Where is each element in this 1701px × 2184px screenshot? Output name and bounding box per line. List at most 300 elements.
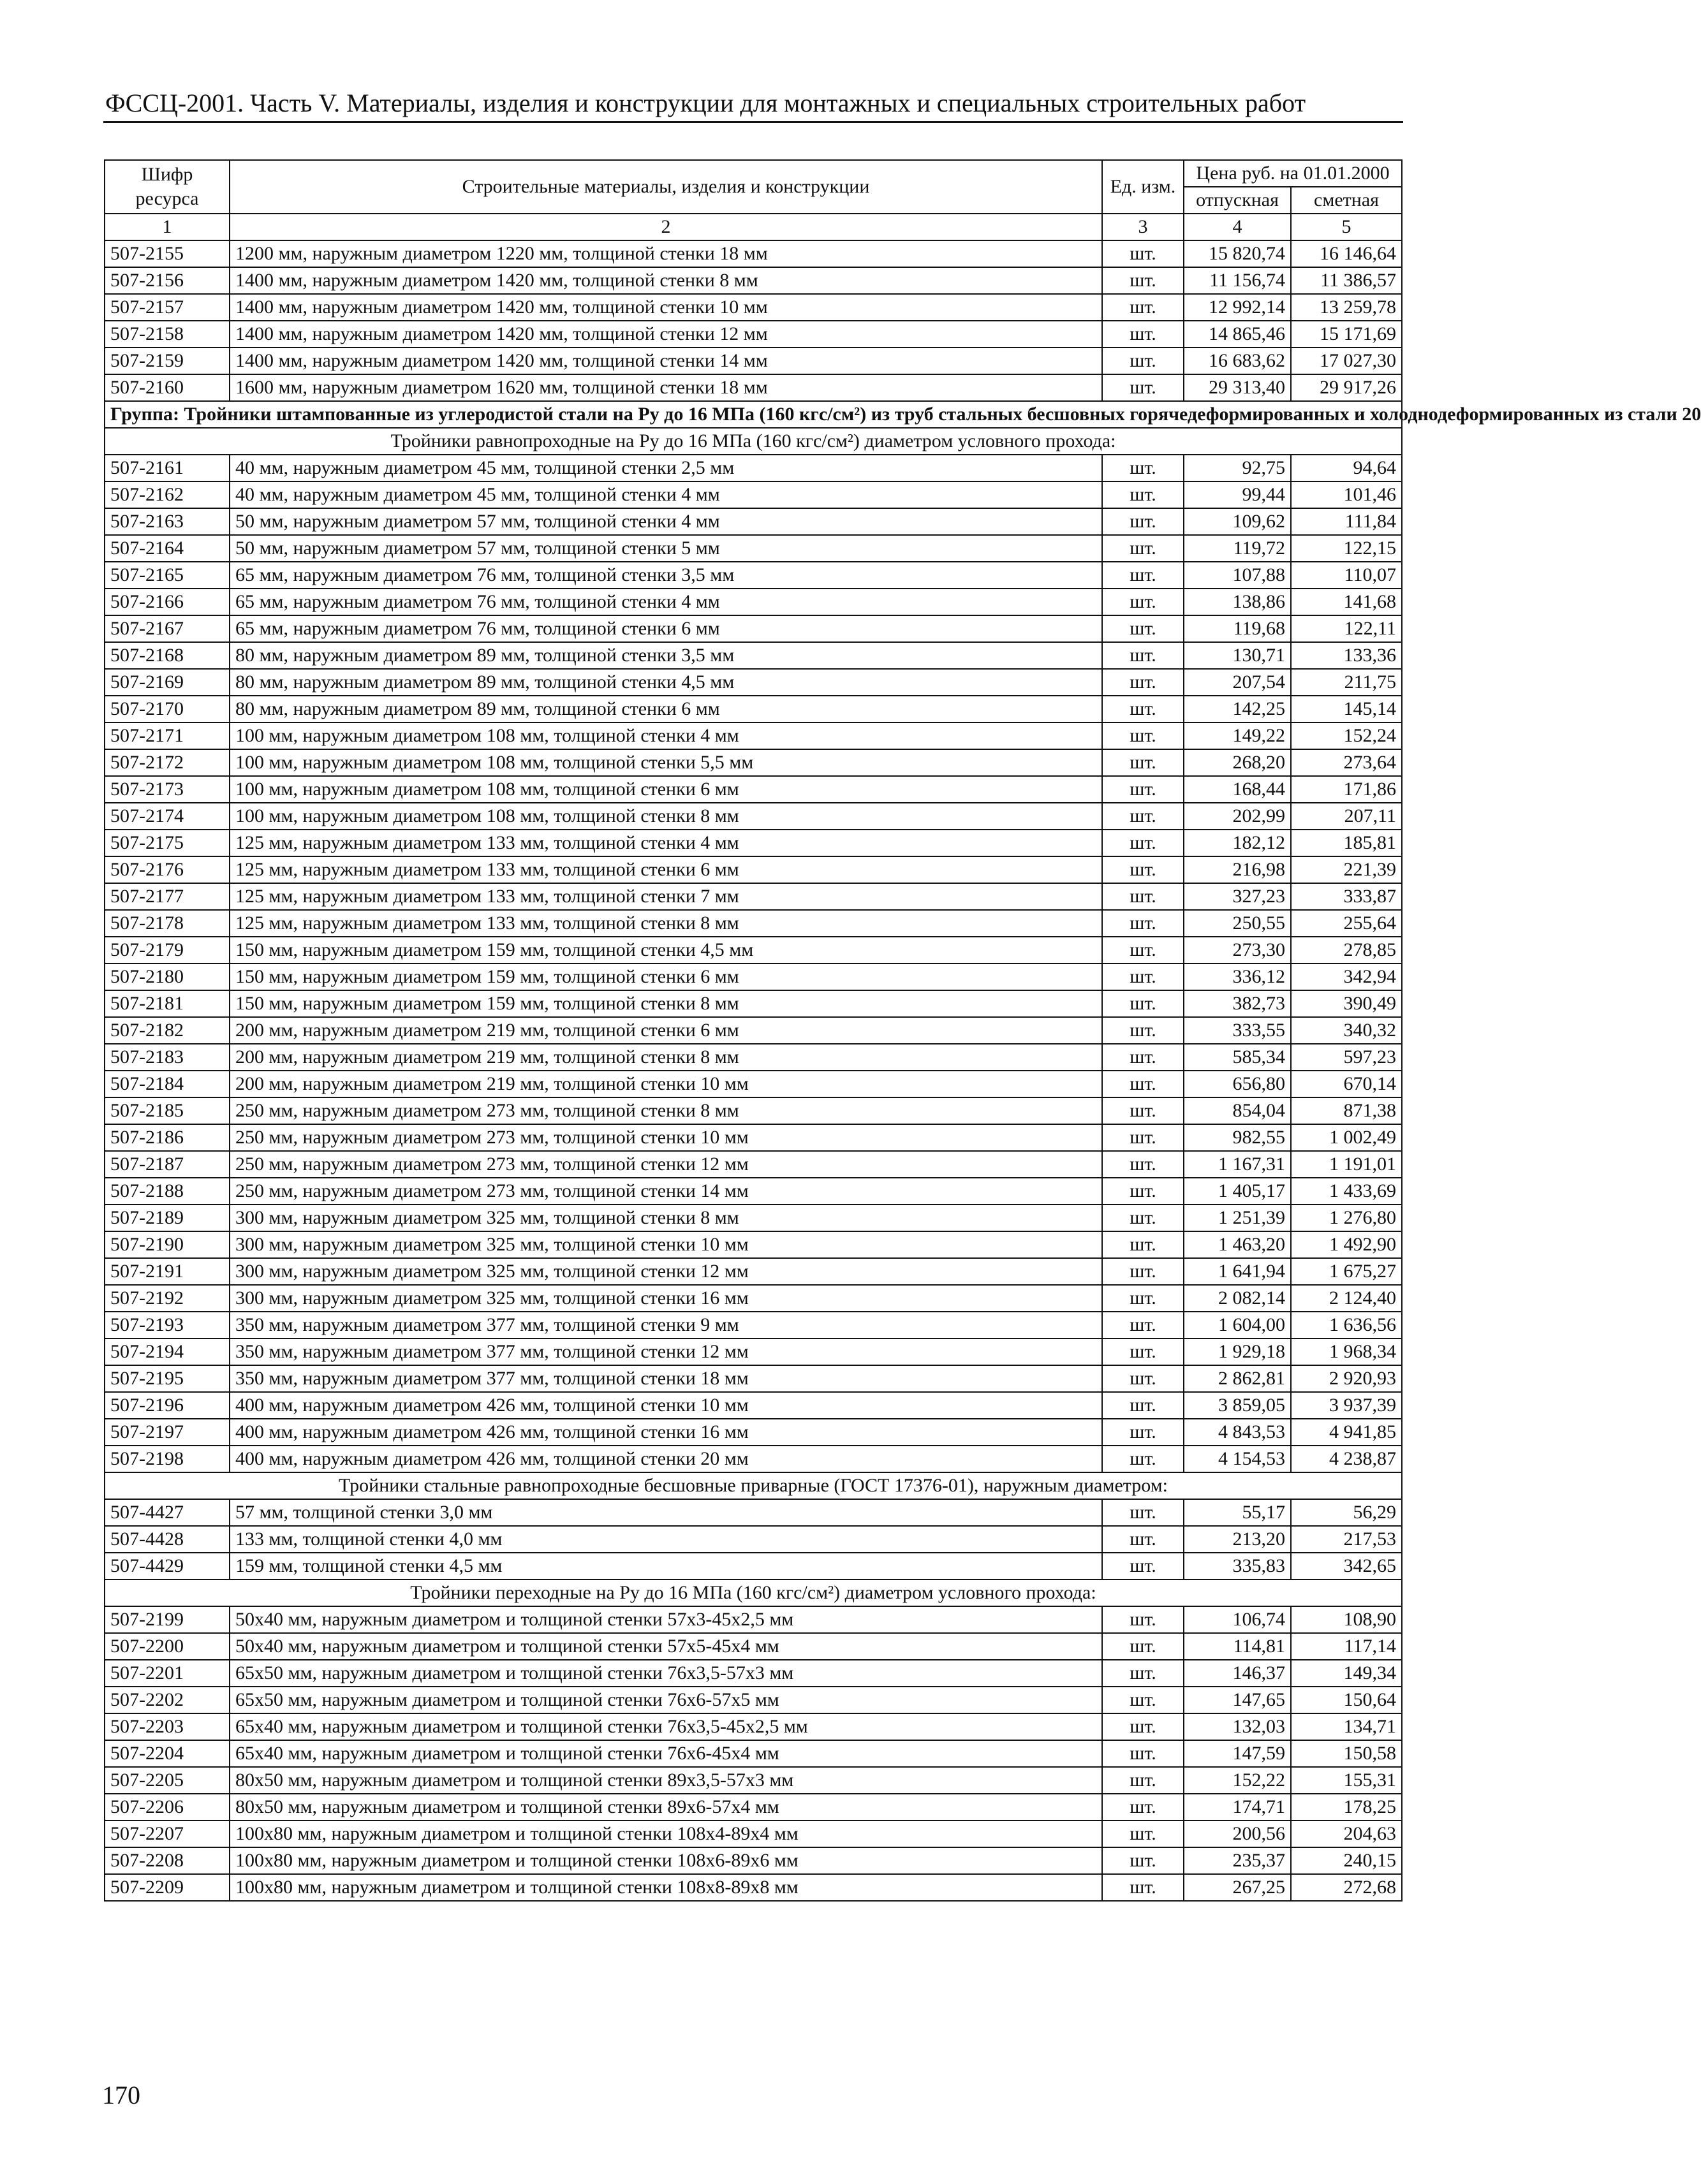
cell-estimate-price: 342,65 xyxy=(1291,1553,1402,1579)
subgroup-title: Тройники равнопроходные на Ру до 16 МПа (160 кгс/см²) диаметром условного прохода: xyxy=(105,428,1402,455)
cell-estimate-price: 255,64 xyxy=(1291,910,1402,937)
cell-code: 507-2160 xyxy=(105,374,230,401)
cell-unit: шт. xyxy=(1102,1606,1184,1633)
cell-release-price: 267,25 xyxy=(1184,1874,1291,1901)
cell-name: 250 мм, наружным диаметром 273 мм, толщиной стенки 10 мм xyxy=(230,1124,1102,1151)
cell-unit: шт. xyxy=(1102,1285,1184,1312)
cell-release-price: 92,75 xyxy=(1184,455,1291,481)
cell-unit: шт. xyxy=(1102,964,1184,990)
column-header-release: отпускная xyxy=(1184,187,1291,214)
cell-unit: шт. xyxy=(1102,1526,1184,1553)
cell-estimate-price: 1 276,80 xyxy=(1291,1205,1402,1231)
table-row xyxy=(105,1365,1402,1392)
cell-code: 507-2195 xyxy=(105,1365,230,1392)
cell-code: 507-2158 xyxy=(105,321,230,348)
cell-release-price: 207,54 xyxy=(1184,669,1291,696)
cell-code: 507-2180 xyxy=(105,964,230,990)
cell-code: 507-2194 xyxy=(105,1338,230,1365)
cell-name: 300 мм, наружным диаметром 325 мм, толщиной стенки 10 мм xyxy=(230,1231,1102,1258)
cell-estimate-price: 1 433,69 xyxy=(1291,1178,1402,1205)
table-row xyxy=(105,1767,1402,1794)
table-row xyxy=(105,1713,1402,1740)
cell-unit: шт. xyxy=(1102,267,1184,294)
cell-release-price: 4 843,53 xyxy=(1184,1419,1291,1446)
cell-release-price: 273,30 xyxy=(1184,937,1291,964)
cell-code: 507-2182 xyxy=(105,1017,230,1044)
cell-unit: шт. xyxy=(1102,508,1184,535)
cell-unit: шт. xyxy=(1102,1847,1184,1874)
cell-name: 65х50 мм, наружным диаметром и толщиной стенки 76х3,5-57х3 мм xyxy=(230,1660,1102,1687)
cell-unit: шт. xyxy=(1102,589,1184,615)
cell-code: 507-2172 xyxy=(105,749,230,776)
cell-unit: шт. xyxy=(1102,1017,1184,1044)
cell-estimate-price: 122,11 xyxy=(1291,615,1402,642)
cell-unit: шт. xyxy=(1102,1740,1184,1767)
subgroup-title: Тройники стальные равнопроходные бесшовные приварные (ГОСТ 17376-01), наружным диаметром: xyxy=(105,1472,1402,1499)
cell-estimate-price: 204,63 xyxy=(1291,1821,1402,1847)
cell-unit: шт. xyxy=(1102,1660,1184,1687)
column-header-unit: Ед. изм. xyxy=(1102,160,1184,214)
cell-estimate-price: 15 171,69 xyxy=(1291,321,1402,348)
cell-estimate-price: 171,86 xyxy=(1291,776,1402,803)
cell-name: 250 мм, наружным диаметром 273 мм, толщиной стенки 12 мм xyxy=(230,1151,1102,1178)
table-row xyxy=(105,1606,1402,1633)
cell-unit: шт. xyxy=(1102,1124,1184,1151)
cell-release-price: 1 251,39 xyxy=(1184,1205,1291,1231)
cell-estimate-price: 178,25 xyxy=(1291,1794,1402,1821)
cell-release-price: 327,23 xyxy=(1184,883,1291,910)
cell-code: 507-2209 xyxy=(105,1874,230,1901)
cell-code: 507-2162 xyxy=(105,481,230,508)
cell-estimate-price: 1 492,90 xyxy=(1291,1231,1402,1258)
table-row xyxy=(105,749,1402,776)
cell-code: 507-2208 xyxy=(105,1847,230,1874)
cell-code: 507-2197 xyxy=(105,1419,230,1446)
cell-unit: шт. xyxy=(1102,1151,1184,1178)
cell-estimate-price: 207,11 xyxy=(1291,803,1402,830)
cell-unit: шт. xyxy=(1102,240,1184,267)
cell-unit: шт. xyxy=(1102,1553,1184,1579)
cell-unit: шт. xyxy=(1102,1794,1184,1821)
table-row xyxy=(105,1687,1402,1713)
cell-release-price: 138,86 xyxy=(1184,589,1291,615)
cell-estimate-price: 150,58 xyxy=(1291,1740,1402,1767)
cell-release-price: 1 929,18 xyxy=(1184,1338,1291,1365)
table-row xyxy=(105,1419,1402,1446)
cell-release-price: 16 683,62 xyxy=(1184,348,1291,374)
cell-unit: шт. xyxy=(1102,1044,1184,1071)
cell-name: 400 мм, наружным диаметром 426 мм, толщиной стенки 16 мм xyxy=(230,1419,1102,1446)
cell-estimate-price: 2 920,93 xyxy=(1291,1365,1402,1392)
cell-release-price: 336,12 xyxy=(1184,964,1291,990)
cell-release-price: 200,56 xyxy=(1184,1821,1291,1847)
cell-release-price: 107,88 xyxy=(1184,562,1291,589)
subgroup-title-row xyxy=(105,1472,1402,1499)
cell-code: 507-2202 xyxy=(105,1687,230,1713)
cell-estimate-price: 122,15 xyxy=(1291,535,1402,562)
cell-release-price: 11 156,74 xyxy=(1184,267,1291,294)
cell-name: 250 мм, наружным диаметром 273 мм, толщиной стенки 14 мм xyxy=(230,1178,1102,1205)
cell-unit: шт. xyxy=(1102,910,1184,937)
table-row xyxy=(105,374,1402,401)
table-row xyxy=(105,1285,1402,1312)
cell-estimate-price: 108,90 xyxy=(1291,1606,1402,1633)
cell-code: 507-2189 xyxy=(105,1205,230,1231)
table-row xyxy=(105,615,1402,642)
cell-code: 507-2171 xyxy=(105,722,230,749)
cell-name: 65 мм, наружным диаметром 76 мм, толщиной стенки 6 мм xyxy=(230,615,1102,642)
cell-release-price: 268,20 xyxy=(1184,749,1291,776)
cell-estimate-price: 342,94 xyxy=(1291,964,1402,990)
cell-name: 350 мм, наружным диаметром 377 мм, толщиной стенки 12 мм xyxy=(230,1338,1102,1365)
column-header-price: Цена руб. на 01.01.2000 xyxy=(1184,160,1402,187)
cell-release-price: 1 641,94 xyxy=(1184,1258,1291,1285)
cell-unit: шт. xyxy=(1102,856,1184,883)
cell-name: 100х80 мм, наружным диаметром и толщиной стенки 108х4-89х4 мм xyxy=(230,1821,1102,1847)
cell-estimate-price: 3 937,39 xyxy=(1291,1392,1402,1419)
cell-name: 300 мм, наружным диаметром 325 мм, толщиной стенки 12 мм xyxy=(230,1258,1102,1285)
table-row xyxy=(105,803,1402,830)
table-row xyxy=(105,856,1402,883)
column-header-name: Строительные материалы, изделия и конструкции xyxy=(230,160,1102,214)
cell-code: 507-2164 xyxy=(105,535,230,562)
cell-release-price: 12 992,14 xyxy=(1184,294,1291,321)
cell-code: 507-2167 xyxy=(105,615,230,642)
table-row xyxy=(105,455,1402,481)
cell-name: 57 мм, толщиной стенки 3,0 мм xyxy=(230,1499,1102,1526)
cell-name: 150 мм, наружным диаметром 159 мм, толщиной стенки 8 мм xyxy=(230,990,1102,1017)
cell-code: 507-2165 xyxy=(105,562,230,589)
cell-estimate-price: 871,38 xyxy=(1291,1097,1402,1124)
table-row xyxy=(105,964,1402,990)
cell-unit: шт. xyxy=(1102,1178,1184,1205)
cell-unit: шт. xyxy=(1102,883,1184,910)
cell-name: 250 мм, наружным диаметром 273 мм, толщиной стенки 8 мм xyxy=(230,1097,1102,1124)
cell-name: 300 мм, наружным диаметром 325 мм, толщиной стенки 8 мм xyxy=(230,1205,1102,1231)
cell-unit: шт. xyxy=(1102,1687,1184,1713)
column-header-code: Шифр ресурса xyxy=(105,160,230,214)
cell-release-price: 149,22 xyxy=(1184,722,1291,749)
cell-name: 100х80 мм, наружным диаметром и толщиной стенки 108х8-89х8 мм xyxy=(230,1874,1102,1901)
cell-unit: шт. xyxy=(1102,722,1184,749)
table-row xyxy=(105,910,1402,937)
table-row xyxy=(105,1258,1402,1285)
cell-release-price: 119,68 xyxy=(1184,615,1291,642)
cell-estimate-price: 133,36 xyxy=(1291,642,1402,669)
cell-unit: шт. xyxy=(1102,776,1184,803)
cell-unit: шт. xyxy=(1102,1821,1184,1847)
cell-code: 507-2170 xyxy=(105,696,230,722)
cell-release-price: 174,71 xyxy=(1184,1794,1291,1821)
cell-estimate-price: 110,07 xyxy=(1291,562,1402,589)
cell-estimate-price: 272,68 xyxy=(1291,1874,1402,1901)
cell-unit: шт. xyxy=(1102,937,1184,964)
column-number-5: 5 xyxy=(1291,214,1402,240)
cell-estimate-price: 217,53 xyxy=(1291,1526,1402,1553)
cell-code: 507-2159 xyxy=(105,348,230,374)
cell-name: 200 мм, наружным диаметром 219 мм, толщиной стенки 6 мм xyxy=(230,1017,1102,1044)
cell-name: 1400 мм, наружным диаметром 1420 мм, толщиной стенки 14 мм xyxy=(230,348,1102,374)
cell-release-price: 1 463,20 xyxy=(1184,1231,1291,1258)
cell-release-price: 382,73 xyxy=(1184,990,1291,1017)
cell-release-price: 106,74 xyxy=(1184,1606,1291,1633)
cell-name: 50 мм, наружным диаметром 57 мм, толщиной стенки 5 мм xyxy=(230,535,1102,562)
cell-release-price: 333,55 xyxy=(1184,1017,1291,1044)
table-row xyxy=(105,1312,1402,1338)
page-number: 170 xyxy=(102,2081,140,2109)
cell-release-price: 114,81 xyxy=(1184,1633,1291,1660)
cell-unit: шт. xyxy=(1102,1338,1184,1365)
cell-name: 65х40 мм, наружным диаметром и толщиной стенки 76х6-45х4 мм xyxy=(230,1740,1102,1767)
cell-name: 200 мм, наружным диаметром 219 мм, толщиной стенки 10 мм xyxy=(230,1071,1102,1097)
table-row xyxy=(105,1392,1402,1419)
cell-release-price: 130,71 xyxy=(1184,642,1291,669)
cell-code: 507-2192 xyxy=(105,1285,230,1312)
column-number-3: 3 xyxy=(1102,214,1184,240)
table-row xyxy=(105,1178,1402,1205)
cell-code: 507-2190 xyxy=(105,1231,230,1258)
cell-name: 1400 мм, наружным диаметром 1420 мм, толщиной стенки 10 мм xyxy=(230,294,1102,321)
cell-code: 507-4428 xyxy=(105,1526,230,1553)
cell-name: 100 мм, наружным диаметром 108 мм, толщиной стенки 6 мм xyxy=(230,776,1102,803)
cell-unit: шт. xyxy=(1102,1767,1184,1794)
cell-estimate-price: 56,29 xyxy=(1291,1499,1402,1526)
cell-name: 65х40 мм, наружным диаметром и толщиной стенки 76х3,5-45х2,5 мм xyxy=(230,1713,1102,1740)
cell-code: 507-2176 xyxy=(105,856,230,883)
cell-code: 507-2184 xyxy=(105,1071,230,1097)
table-row xyxy=(105,1847,1402,1874)
table-row xyxy=(105,830,1402,856)
cell-code: 507-2193 xyxy=(105,1312,230,1338)
column-number-1: 1 xyxy=(105,214,230,240)
cell-release-price: 55,17 xyxy=(1184,1499,1291,1526)
cell-release-price: 14 865,46 xyxy=(1184,321,1291,348)
table-row xyxy=(105,1740,1402,1767)
cell-code: 507-2203 xyxy=(105,1713,230,1740)
cell-estimate-price: 390,49 xyxy=(1291,990,1402,1017)
cell-unit: шт. xyxy=(1102,1258,1184,1285)
cell-estimate-price: 4 941,85 xyxy=(1291,1419,1402,1446)
column-number-2: 2 xyxy=(230,214,1102,240)
cell-name: 1400 мм, наружным диаметром 1420 мм, толщиной стенки 8 мм xyxy=(230,267,1102,294)
cell-code: 507-2177 xyxy=(105,883,230,910)
cell-release-price: 182,12 xyxy=(1184,830,1291,856)
header-divider xyxy=(103,121,1403,123)
cell-name: 80 мм, наружным диаметром 89 мм, толщиной стенки 4,5 мм xyxy=(230,669,1102,696)
cell-unit: шт. xyxy=(1102,830,1184,856)
table-row xyxy=(105,1821,1402,1847)
cell-estimate-price: 134,71 xyxy=(1291,1713,1402,1740)
table-row xyxy=(105,883,1402,910)
table-row xyxy=(105,937,1402,964)
cell-estimate-price: 101,46 xyxy=(1291,481,1402,508)
cell-estimate-price: 278,85 xyxy=(1291,937,1402,964)
cell-estimate-price: 221,39 xyxy=(1291,856,1402,883)
cell-estimate-price: 111,84 xyxy=(1291,508,1402,535)
cell-release-price: 982,55 xyxy=(1184,1124,1291,1151)
cell-name: 80 мм, наружным диаметром 89 мм, толщиной стенки 6 мм xyxy=(230,696,1102,722)
cell-name: 50 мм, наружным диаметром 57 мм, толщиной стенки 4 мм xyxy=(230,508,1102,535)
cell-name: 133 мм, толщиной стенки 4,0 мм xyxy=(230,1526,1102,1553)
cell-estimate-price: 150,64 xyxy=(1291,1687,1402,1713)
cell-name: 400 мм, наружным диаметром 426 мм, толщиной стенки 10 мм xyxy=(230,1392,1102,1419)
table-row xyxy=(105,669,1402,696)
cell-estimate-price: 155,31 xyxy=(1291,1767,1402,1794)
table-row xyxy=(105,267,1402,294)
cell-code: 507-2185 xyxy=(105,1097,230,1124)
cell-name: 300 мм, наружным диаметром 325 мм, толщиной стенки 16 мм xyxy=(230,1285,1102,1312)
cell-code: 507-2178 xyxy=(105,910,230,937)
cell-code: 507-2183 xyxy=(105,1044,230,1071)
table-row xyxy=(105,1205,1402,1231)
cell-code: 507-2175 xyxy=(105,830,230,856)
cell-name: 100 мм, наружным диаметром 108 мм, толщиной стенки 8 мм xyxy=(230,803,1102,830)
cell-code: 507-2163 xyxy=(105,508,230,535)
cell-estimate-price: 4 238,87 xyxy=(1291,1446,1402,1472)
cell-unit: шт. xyxy=(1102,321,1184,348)
table-row xyxy=(105,1017,1402,1044)
cell-unit: шт. xyxy=(1102,348,1184,374)
table-row xyxy=(105,294,1402,321)
cell-estimate-price: 597,23 xyxy=(1291,1044,1402,1071)
cell-code: 507-2204 xyxy=(105,1740,230,1767)
cell-unit: шт. xyxy=(1102,294,1184,321)
cell-name: 1400 мм, наружным диаметром 1420 мм, толщиной стенки 12 мм xyxy=(230,321,1102,348)
table-row xyxy=(105,1874,1402,1901)
cell-name: 40 мм, наружным диаметром 45 мм, толщиной стенки 4 мм xyxy=(230,481,1102,508)
cell-release-price: 656,80 xyxy=(1184,1071,1291,1097)
table-row xyxy=(105,1044,1402,1071)
cell-code: 507-2199 xyxy=(105,1606,230,1633)
cell-name: 1200 мм, наружным диаметром 1220 мм, толщиной стенки 18 мм xyxy=(230,240,1102,267)
cell-estimate-price: 1 636,56 xyxy=(1291,1312,1402,1338)
cell-release-price: 2 082,14 xyxy=(1184,1285,1291,1312)
table-row xyxy=(105,321,1402,348)
cell-unit: шт. xyxy=(1102,1071,1184,1097)
cell-name: 65 мм, наружным диаметром 76 мм, толщиной стенки 3,5 мм xyxy=(230,562,1102,589)
cell-unit: шт. xyxy=(1102,1499,1184,1526)
cell-code: 507-2205 xyxy=(105,1767,230,1794)
cell-name: 40 мм, наружным диаметром 45 мм, толщиной стенки 2,5 мм xyxy=(230,455,1102,481)
cell-unit: шт. xyxy=(1102,696,1184,722)
cell-release-price: 1 167,31 xyxy=(1184,1151,1291,1178)
table-row xyxy=(105,589,1402,615)
table-row xyxy=(105,722,1402,749)
cell-estimate-price: 1 675,27 xyxy=(1291,1258,1402,1285)
table-row xyxy=(105,990,1402,1017)
table-row xyxy=(105,508,1402,535)
cell-name: 350 мм, наружным диаметром 377 мм, толщиной стенки 18 мм xyxy=(230,1365,1102,1392)
cell-unit: шт. xyxy=(1102,1231,1184,1258)
column-number-4: 4 xyxy=(1184,214,1291,240)
cell-release-price: 168,44 xyxy=(1184,776,1291,803)
cell-code: 507-2196 xyxy=(105,1392,230,1419)
cell-estimate-price: 340,32 xyxy=(1291,1017,1402,1044)
table-row xyxy=(105,776,1402,803)
cell-code: 507-4427 xyxy=(105,1499,230,1526)
cell-release-price: 2 862,81 xyxy=(1184,1365,1291,1392)
group-title-row xyxy=(105,401,1402,428)
cell-release-price: 216,98 xyxy=(1184,856,1291,883)
cell-code: 507-2186 xyxy=(105,1124,230,1151)
cell-release-price: 854,04 xyxy=(1184,1097,1291,1124)
cell-code: 507-2188 xyxy=(105,1178,230,1205)
cell-unit: шт. xyxy=(1102,562,1184,589)
cell-name: 65 мм, наружным диаметром 76 мм, толщиной стенки 4 мм xyxy=(230,589,1102,615)
cell-release-price: 109,62 xyxy=(1184,508,1291,535)
cell-name: 50х40 мм, наружным диаметром и толщиной стенки 57х5-45х4 мм xyxy=(230,1633,1102,1660)
table-row xyxy=(105,1097,1402,1124)
cell-unit: шт. xyxy=(1102,803,1184,830)
cell-unit: шт. xyxy=(1102,535,1184,562)
cell-release-price: 235,37 xyxy=(1184,1847,1291,1874)
subgroup-title-row xyxy=(105,1579,1402,1606)
cell-release-price: 132,03 xyxy=(1184,1713,1291,1740)
cell-estimate-price: 211,75 xyxy=(1291,669,1402,696)
table-row xyxy=(105,1151,1402,1178)
table-row xyxy=(105,535,1402,562)
column-header-estimate: сметная xyxy=(1291,187,1402,214)
cell-unit: шт. xyxy=(1102,1205,1184,1231)
cell-release-price: 335,83 xyxy=(1184,1553,1291,1579)
cell-release-price: 15 820,74 xyxy=(1184,240,1291,267)
cell-unit: шт. xyxy=(1102,1446,1184,1472)
cell-code: 507-4429 xyxy=(105,1553,230,1579)
cell-unit: шт. xyxy=(1102,1392,1184,1419)
table-row xyxy=(105,1553,1402,1579)
cell-release-price: 99,44 xyxy=(1184,481,1291,508)
cell-estimate-price: 333,87 xyxy=(1291,883,1402,910)
cell-name: 100 мм, наружным диаметром 108 мм, толщиной стенки 5,5 мм xyxy=(230,749,1102,776)
cell-estimate-price: 670,14 xyxy=(1291,1071,1402,1097)
cell-name: 125 мм, наружным диаметром 133 мм, толщиной стенки 4 мм xyxy=(230,830,1102,856)
cell-name: 400 мм, наружным диаметром 426 мм, толщиной стенки 20 мм xyxy=(230,1446,1102,1472)
cell-release-price: 119,72 xyxy=(1184,535,1291,562)
cell-name: 65х50 мм, наружным диаметром и толщиной стенки 76х6-57х5 мм xyxy=(230,1687,1102,1713)
table-row xyxy=(105,1660,1402,1687)
cell-code: 507-2200 xyxy=(105,1633,230,1660)
cell-unit: шт. xyxy=(1102,1633,1184,1660)
cell-unit: шт. xyxy=(1102,1097,1184,1124)
cell-unit: шт. xyxy=(1102,1312,1184,1338)
cell-estimate-price: 13 259,78 xyxy=(1291,294,1402,321)
cell-release-price: 1 405,17 xyxy=(1184,1178,1291,1205)
cell-name: 150 мм, наружным диаметром 159 мм, толщиной стенки 6 мм xyxy=(230,964,1102,990)
cell-release-price: 213,20 xyxy=(1184,1526,1291,1553)
cell-unit: шт. xyxy=(1102,749,1184,776)
cell-code: 507-2157 xyxy=(105,294,230,321)
cell-estimate-price: 273,64 xyxy=(1291,749,1402,776)
cell-release-price: 29 313,40 xyxy=(1184,374,1291,401)
cell-release-price: 202,99 xyxy=(1184,803,1291,830)
cell-unit: шт. xyxy=(1102,455,1184,481)
cell-unit: шт. xyxy=(1102,481,1184,508)
cell-estimate-price: 240,15 xyxy=(1291,1847,1402,1874)
table-row xyxy=(105,240,1402,267)
cell-release-price: 1 604,00 xyxy=(1184,1312,1291,1338)
cell-name: 200 мм, наружным диаметром 219 мм, толщиной стенки 8 мм xyxy=(230,1044,1102,1071)
cell-name: 125 мм, наружным диаметром 133 мм, толщиной стенки 6 мм xyxy=(230,856,1102,883)
table-row xyxy=(105,1526,1402,1553)
cell-code: 507-2191 xyxy=(105,1258,230,1285)
cell-unit: шт. xyxy=(1102,1419,1184,1446)
price-table xyxy=(104,159,1701,1902)
cell-estimate-price: 1 191,01 xyxy=(1291,1151,1402,1178)
cell-estimate-price: 29 917,26 xyxy=(1291,374,1402,401)
table-row xyxy=(105,562,1402,589)
cell-release-price: 142,25 xyxy=(1184,696,1291,722)
cell-estimate-price: 141,68 xyxy=(1291,589,1402,615)
